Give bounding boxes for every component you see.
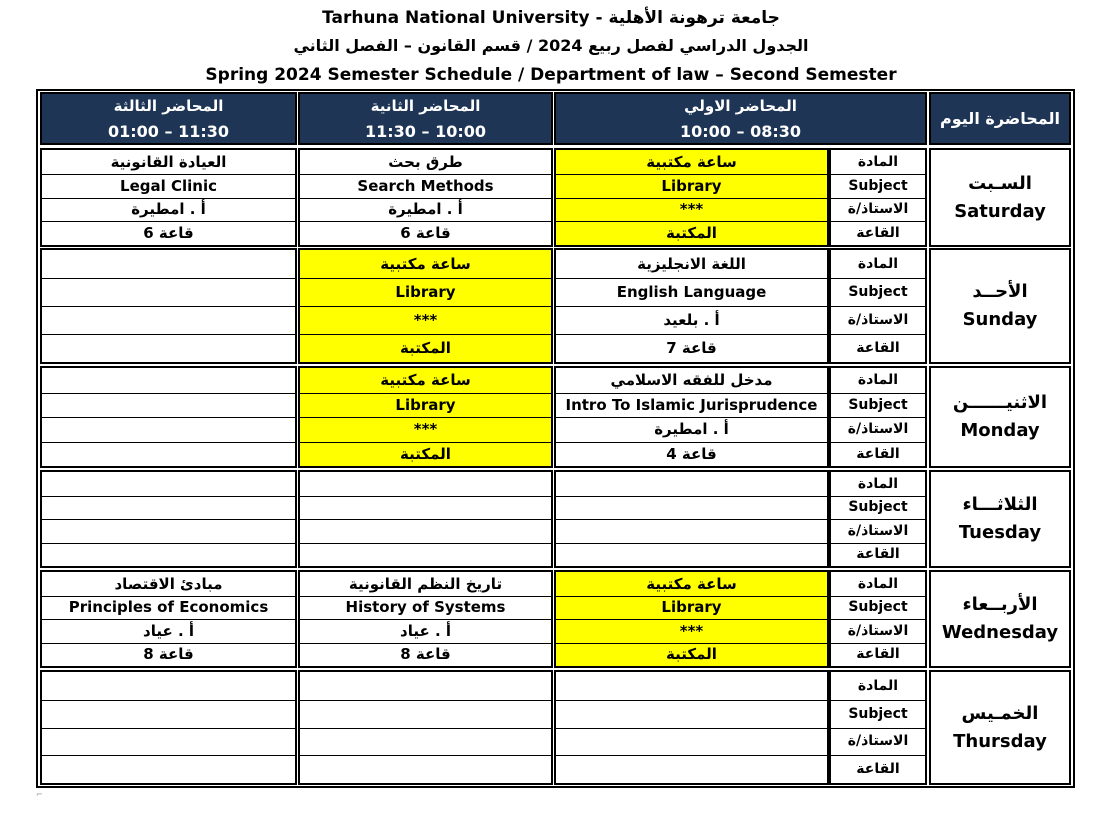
arabic-subject [42,472,295,496]
arabic-subject: ساعة مكتبية [380,255,471,273]
wednesday-lecture-3 [40,570,297,668]
row-label: الاستاذ/ة [847,522,909,539]
monday-lecture-1 [554,366,829,468]
arabic-subject: طرق بحث [388,152,463,171]
room: المكتبة [666,224,717,243]
arabic-subject: العيادة القانونية [110,152,227,171]
arabic-subject: مبادئ الاقتصاد [114,574,223,593]
room: قاعة 6 [143,224,194,243]
room [300,755,551,783]
english-subject: Legal Clinic [120,176,217,195]
header-lecture-2 [298,92,553,145]
sunday-lecture-3 [40,248,297,364]
thursday-labels [829,670,927,785]
thursday-lecture-1 [554,670,829,785]
teacher: *** [679,621,704,640]
day-name-arabic: السـبت [968,172,1032,194]
day-name-arabic: الثلاثـــاء [962,494,1038,515]
day-header-label: المحاضرة اليوم [940,109,1060,128]
arabic-subject: مدخل للفقه الاسلامي [610,371,773,390]
day-name-arabic: الاثنيــــــن [952,392,1048,413]
schedule-title-arabic: الجدول الدراسي لفصل ربيع 2024 / قسم القانون – الفصل الثاني [293,36,809,55]
sunday-lecture-2 [298,248,553,364]
arabic-subject [300,472,551,496]
thursday-day-cell [929,670,1071,785]
english-subject [42,496,295,520]
arabic-subject: اللغة الانجليزية [637,255,746,273]
english-subject: History of Systems [345,598,506,617]
teacher: أ . امطيرة [654,420,729,439]
wednesday-labels [829,570,927,668]
english-subject: Library [661,598,722,617]
arabic-subject: ساعة مكتبية [380,371,471,390]
room: قاعة 4 [666,444,717,463]
teacher [42,728,295,756]
teacher: *** [679,200,704,219]
day-name-arabic: الخمـيس [961,702,1039,724]
row-label: المادة [857,575,899,592]
row-label: الاستاذ/ة [847,622,909,639]
row-label: Subject [848,705,908,722]
wednesday-lecture-1 [554,570,829,668]
row-label: المادة [857,372,899,389]
lecture-3-title: المحاضر الثالثة [113,96,224,115]
day-name-english: Wednesday [941,622,1059,643]
row-label: القاعة [856,546,900,563]
room [556,543,827,567]
english-subject: Library [395,395,456,414]
room [42,334,295,362]
tuesday-lecture-1 [554,470,829,568]
room: المكتبة [400,444,451,463]
schedule-title-english: Spring 2024 Semester Schedule / Department of law – Second Semester [205,65,897,85]
wednesday-lecture-2 [298,570,553,668]
teacher [300,728,551,756]
row-label: Subject [848,599,908,616]
tuesday-lecture-2 [298,470,553,568]
row-label: المادة [857,256,899,272]
arabic-subject [42,368,295,393]
teacher [300,519,551,543]
room: المكتبة [400,339,451,357]
row-label: القاعة [856,646,900,663]
lecture-2-time: 11:30 – 10:00 [365,121,486,141]
saturday-day-cell [929,148,1071,247]
english-subject [42,393,295,418]
row-label: Subject [848,284,908,300]
tuesday-lecture-3 [40,470,297,568]
day-name-english: Saturday [954,200,1046,222]
english-subject [556,496,827,520]
saturday-lecture-3 [40,148,297,247]
english-subject [300,700,551,728]
teacher [556,728,827,756]
teacher: أ . عياد [143,621,194,640]
day-name-english: Monday [960,420,1040,441]
day-name-arabic: الأحــد [972,281,1028,302]
arabic-subject [42,250,295,278]
room: قاعة 7 [666,339,717,357]
university-title: Tarhuna National University - جامعة ترهونة الأهلية [322,8,780,28]
row-label: القاعة [856,225,900,242]
english-subject: Library [395,283,456,301]
arabic-subject [300,672,551,700]
room: قاعة 8 [143,645,194,664]
row-label: القاعة [856,761,900,778]
teacher: أ . بلعيد [663,311,720,329]
monday-lecture-2 [298,366,553,468]
monday-lecture-3 [40,366,297,468]
sunday-labels [829,248,927,364]
arabic-subject: ساعة مكتبية [646,574,737,593]
monday-day-cell [929,366,1071,468]
arabic-subject [556,672,827,700]
lecture-2-title: المحاضر الثانية [370,96,481,115]
arabic-subject [556,472,827,496]
sunday-day-cell [929,248,1071,364]
lecture-1-title: المحاضر الاولي [684,96,797,115]
teacher [42,519,295,543]
teacher [42,417,295,442]
room [42,755,295,783]
row-label: القاعة [856,445,900,462]
sunday-lecture-1 [554,248,829,364]
saturday-lecture-2 [298,148,553,247]
thursday-lecture-2 [298,670,553,785]
teacher: أ . عياد [400,621,451,640]
tuesday-day-cell [929,470,1071,568]
row-label: القاعة [856,340,900,356]
room [42,442,295,467]
day-name-english: Sunday [962,309,1038,330]
page-corner-mark: ⌐ [36,790,43,799]
room [300,543,551,567]
english-subject: English Language [616,283,767,301]
row-label: Subject [848,499,908,516]
arabic-subject: ساعة مكتبية [646,152,737,171]
lecture-3-time: 01:00 – 11:30 [108,121,229,141]
english-subject: Library [661,176,722,195]
teacher: *** [413,420,438,439]
row-label: الاستاذ/ة [847,201,909,218]
header-lecture-1 [554,92,927,145]
english-subject: Search Methods [357,176,494,195]
room: قاعة 6 [400,224,451,243]
wednesday-day-cell [929,570,1071,668]
teacher [42,306,295,334]
teacher: أ . امطيرة [131,200,206,219]
room [556,755,827,783]
saturday-lecture-1 [554,148,829,247]
arabic-subject [42,672,295,700]
room [42,543,295,567]
thursday-lecture-3 [40,670,297,785]
teacher [556,519,827,543]
row-label: الاستاذ/ة [847,733,909,750]
room: قاعة 8 [400,645,451,664]
row-label: Subject [848,177,908,194]
day-name-arabic: الأربــعاء [962,594,1038,615]
saturday-labels [829,148,927,247]
row-label: Subject [848,396,908,413]
row-label: المادة [857,153,899,170]
english-subject [556,700,827,728]
day-name-english: Tuesday [958,522,1042,543]
english-subject [42,278,295,306]
english-subject: Principles of Economics [68,598,269,617]
arabic-subject: تاريخ النظم القانونية [348,574,503,593]
row-label: الاستاذ/ة [847,421,909,438]
header-lecture-3 [40,92,297,145]
english-subject [300,496,551,520]
monday-labels [829,366,927,468]
lecture-1-time: 10:00 – 08:30 [680,121,801,141]
row-label: المادة [857,475,899,492]
room: المكتبة [666,645,717,664]
header-day [929,92,1071,145]
teacher: أ . امطيرة [388,200,463,219]
row-label: الاستاذ/ة [847,312,909,328]
row-label: المادة [857,677,899,694]
english-subject [42,700,295,728]
tuesday-labels [829,470,927,568]
english-subject: Intro To Islamic Jurisprudence [565,395,818,414]
teacher: *** [413,311,438,329]
day-name-english: Thursday [953,730,1047,752]
